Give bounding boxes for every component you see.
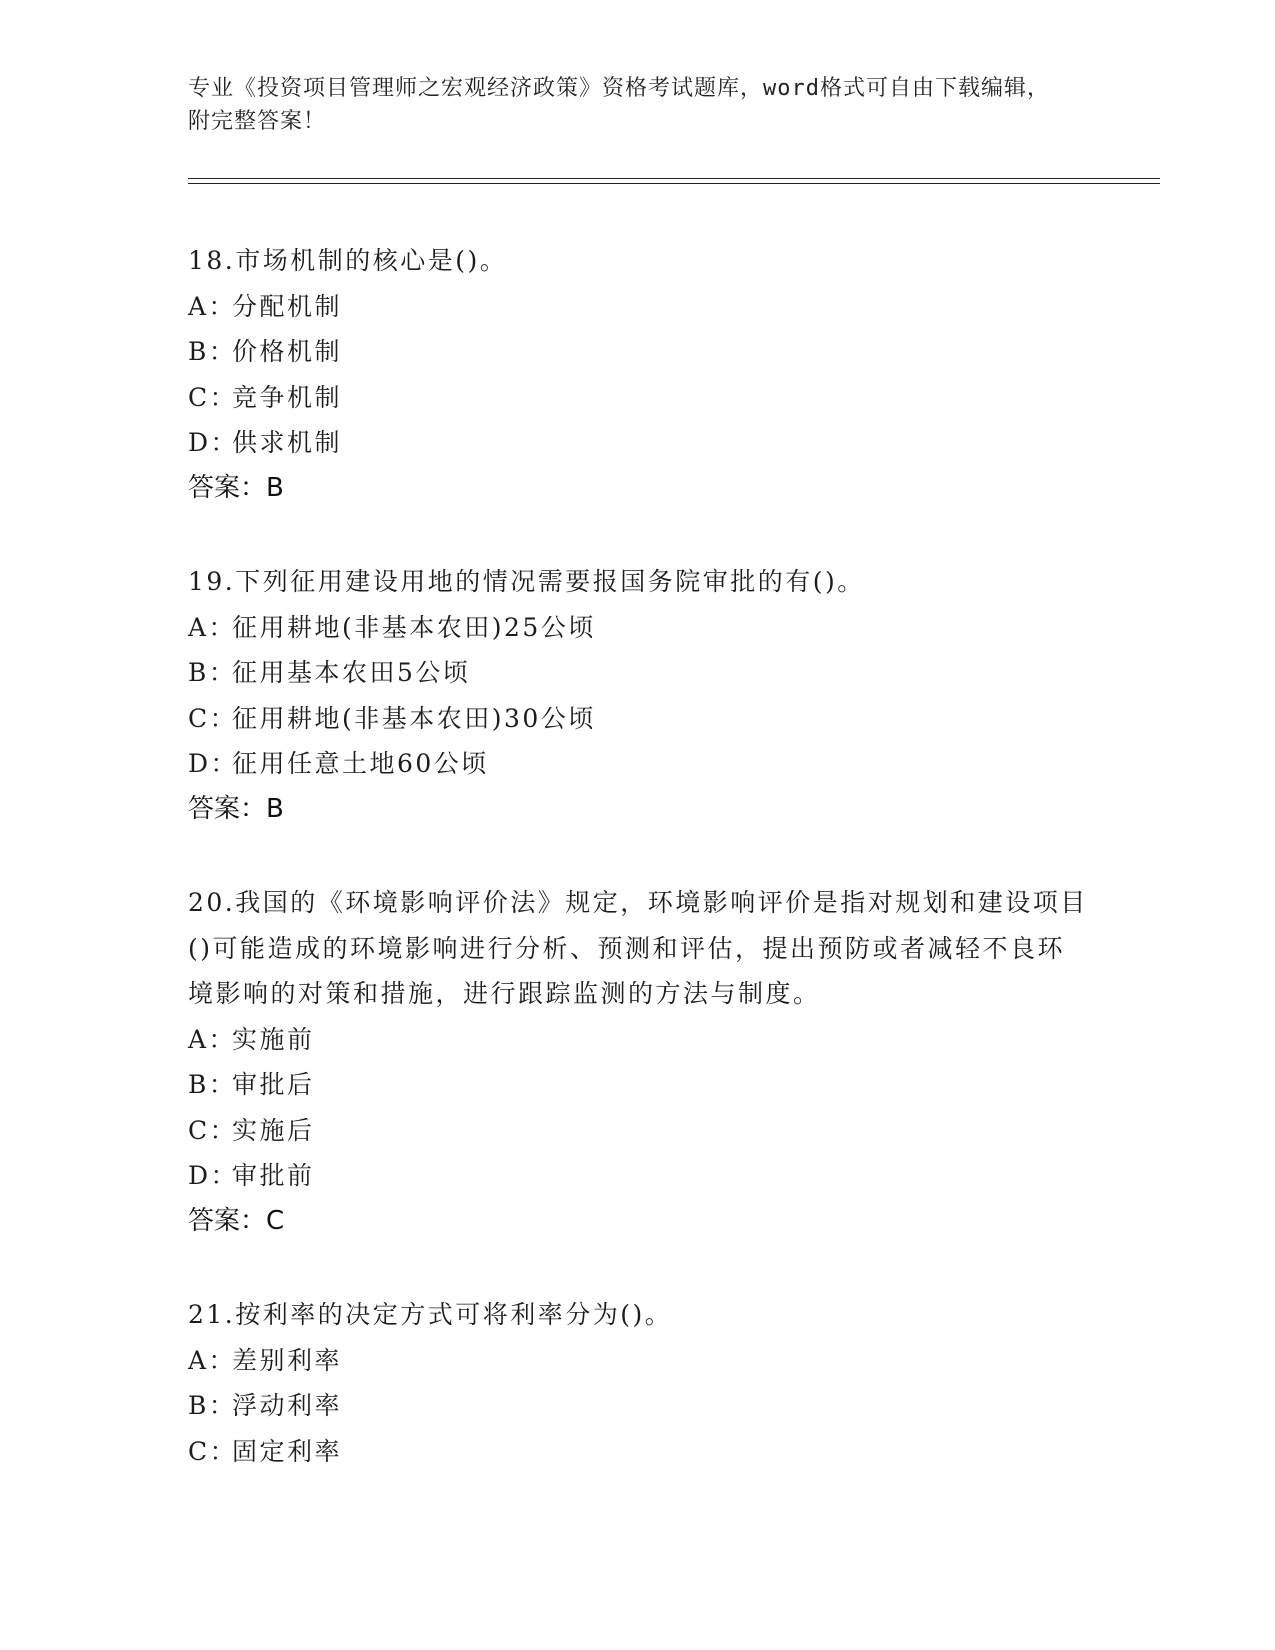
option-text: 审批前: [232, 1161, 315, 1190]
option-key: D：: [188, 428, 239, 457]
option-key: B：: [188, 658, 237, 687]
option-text: 竞争机制: [232, 382, 343, 412]
question-18: [188, 238, 1088, 511]
option-key: C：: [188, 703, 238, 733]
option-key: B：: [188, 1070, 237, 1099]
question-stem: 18.市场机制的核心是()。: [188, 246, 508, 275]
option-text: 浮动利率: [232, 1391, 343, 1420]
option-text: 实施后: [232, 1115, 315, 1145]
option-key: C：: [188, 382, 238, 412]
question-stem: 19.下列征用建设用地的情况需要报国务院审批的有()。: [188, 567, 865, 596]
document-header: 专业《投资项目管理师之宏观经济政策》资格考试题库，word格式可自由下载编辑，附完整答案！: [188, 76, 1050, 134]
option-c: [188, 1108, 1088, 1154]
answer-line: 答案：C: [188, 1205, 285, 1236]
option-text: 征用任意土地60公顷: [232, 749, 489, 778]
option-a: [188, 605, 1088, 651]
option-text: 价格机制: [232, 337, 343, 366]
option-text: 固定利率: [232, 1436, 343, 1466]
option-key: B：: [188, 337, 237, 366]
option-key: D：: [188, 1161, 239, 1190]
answer-line: 答案：B: [188, 793, 284, 824]
option-text: 差别利率: [232, 1345, 343, 1375]
option-text: 供求机制: [232, 428, 343, 457]
question-20: [188, 880, 1088, 1244]
option-d: [188, 741, 1088, 787]
question-stem: 20.我国的《环境影响评价法》规定，环境影响评价是指对规划和建设项目()可能造成的环境影响进行分析、预测和评估，提出预防或者减轻不良环境影响的对策和措施，进行跟踪监测的方法与制度。: [188, 888, 1088, 1008]
option-d: [188, 420, 1088, 466]
option-key: A：: [188, 291, 237, 321]
option-key: A：: [188, 1024, 237, 1054]
option-b: [188, 1062, 1088, 1108]
option-key: C：: [188, 1115, 238, 1145]
option-text: 征用耕地(非基本农田)30公顷: [232, 703, 596, 733]
option-text: 审批后: [232, 1070, 315, 1099]
question-19: [188, 559, 1088, 832]
option-c: [188, 1429, 1088, 1475]
question-21: [188, 1292, 1088, 1474]
question-list: [188, 238, 1088, 1522]
option-text: 实施前: [232, 1024, 315, 1054]
answer-line: 答案：B: [188, 472, 284, 503]
header-divider-top: [188, 178, 1160, 179]
option-text: 征用基本农田5公顷: [232, 658, 471, 687]
option-text: 分配机制: [232, 291, 343, 321]
header-divider-bottom: [188, 183, 1160, 184]
option-a: [188, 1338, 1088, 1384]
question-stem: 21.按利率的决定方式可将利率分为()。: [188, 1300, 673, 1329]
option-key: C：: [188, 1436, 238, 1466]
option-text: 征用耕地(非基本农田)25公顷: [232, 612, 596, 642]
option-c: [188, 696, 1088, 742]
option-key: A：: [188, 612, 237, 642]
option-d: [188, 1153, 1088, 1199]
option-key: D：: [188, 749, 239, 778]
option-a: [188, 1017, 1088, 1063]
option-a: [188, 284, 1088, 330]
option-b: [188, 650, 1088, 696]
option-b: [188, 329, 1088, 375]
option-b: [188, 1383, 1088, 1429]
option-key: A：: [188, 1345, 237, 1375]
option-key: B：: [188, 1391, 237, 1420]
option-c: [188, 375, 1088, 421]
